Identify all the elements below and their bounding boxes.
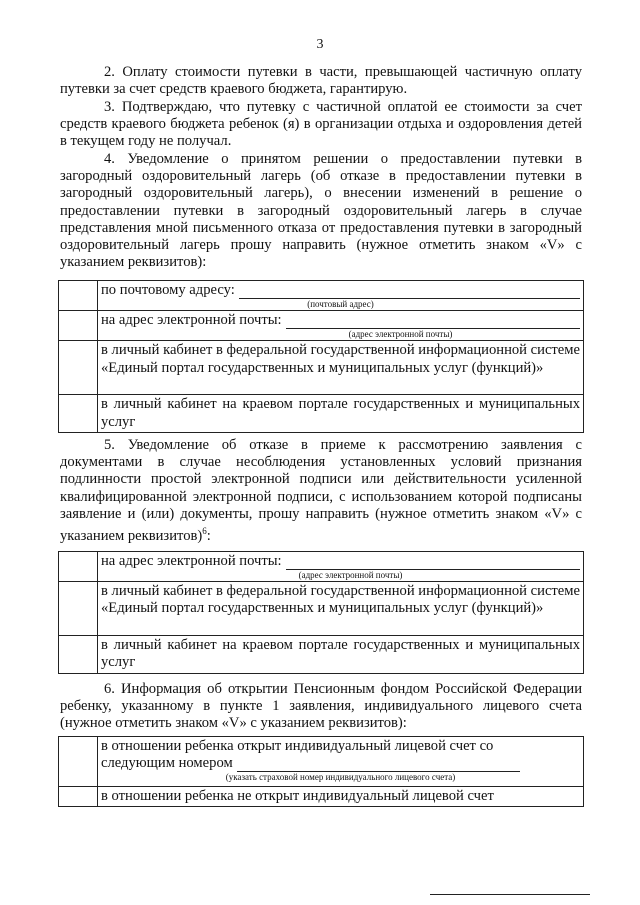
email-field[interactable] [286, 314, 580, 329]
footnote-ref: 6 [202, 526, 207, 537]
email-hint-2: (адрес электронной почты) [298, 570, 403, 581]
paragraph-5-text: 5. Уведомление об отказе в приеме к рассмотрению заявления с документами в случае несоблюдения установленных условий признания подлинности простой электронной подписи или действительности усиленной квалифицированной электронной подписи, с использованием которой подписаны заявление и (или) документы, прошу направить (нужное отметить знаком «V» с указанием реквизитов) [60, 437, 582, 544]
checkbox-cell-account-not-opened[interactable] [59, 787, 98, 807]
notification-options-table [58, 280, 584, 433]
page-number: 3 [316, 37, 324, 52]
checkbox-cell-email-2[interactable] [59, 552, 98, 582]
option-account-opened [98, 737, 584, 787]
option-email-2 [98, 552, 584, 582]
rejection-options-table [58, 551, 584, 674]
option-gosuslugi-2: в личный кабинет в федеральной государственной информационной системе «Единый портал государственных и муниципальных услуг (функций)» [98, 582, 584, 636]
checkbox-cell-gosuslugi[interactable] [59, 341, 98, 395]
postal-address-hint: (почтовый адрес) [307, 299, 374, 310]
paragraph-6: 6. Информация об открытии Пенсионным фондом Российской Федерации ребенку, указанному в пункте 1 заявления, индивидуального лицевого счета (нужное отметить знаком «V» с указанием реквизитов): [60, 681, 582, 732]
footer-divider [430, 894, 590, 895]
paragraph-3: 3. Подтверждаю, что путевку с частичной оплатой ее стоимости за счет средств краевого бюджета ребенок (я) в организации отдыха и оздоровления детей в текущем году не получал. [60, 99, 582, 150]
paragraph-5-end: : [206, 527, 211, 544]
email-field-2[interactable] [286, 555, 580, 570]
checkbox-cell-regional-portal-2[interactable] [59, 636, 98, 673]
checkbox-cell-account-opened[interactable] [59, 737, 98, 787]
option-account-not-opened: в отношении ребенка не открыт индивидуальный лицевой счет [98, 787, 584, 807]
paragraph-2: 2. Оплату стоимости путевки в части, превышающей частичную оплату путевки за счет средств краевого бюджета, гарантирую. [60, 64, 582, 98]
paragraph-5 [60, 437, 582, 545]
checkbox-cell-postal[interactable] [59, 281, 98, 311]
account-number-field[interactable] [237, 757, 520, 772]
account-info-table [58, 736, 584, 807]
checkbox-cell-gosuslugi-2[interactable] [59, 582, 98, 636]
option-gosuslugi: в личный кабинет в федеральной государственной информационной системе «Единый портал государственных и муниципальных услуг (функций)» [98, 341, 584, 395]
account-number-hint: (указать страховой номер индивидуального лицевого счета) [225, 772, 456, 783]
account-number-label: следующим номером [101, 755, 233, 772]
option-regional-portal-2: в личный кабинет на краевом портале государственных и муниципальных услуг [98, 636, 584, 673]
paragraph-4: 4. Уведомление о принятом решении о предоставлении путевки в загородный оздоровительный лагерь (об отказе в предоставлении путевки в загородный оздоровительный лагерь), о внесении изменений в решение о предоставлении путевки в загородный оздоровительный лагерь в случае представления мной письменного отказа от предоставления путевки в загородный оздоровительный лагерь прошу направить (нужное отметить знаком «V» с указанием реквизитов): [60, 151, 582, 271]
postal-address-label: по почтовому адресу: [101, 282, 235, 298]
email-label: на адрес электронной почты: [101, 312, 282, 329]
option-regional-portal: в личный кабинет на краевом портале государственных и муниципальных услуг [98, 395, 584, 432]
checkbox-cell-email[interactable] [59, 311, 98, 341]
checkbox-cell-regional-portal[interactable] [59, 395, 98, 432]
option-postal-address [98, 281, 584, 311]
option-email [98, 311, 584, 341]
account-opened-text: в отношении ребенка открыт индивидуальный лицевой счет со [101, 738, 494, 754]
postal-address-field[interactable] [239, 284, 580, 299]
email-label-2: на адрес электронной почты: [101, 553, 282, 569]
email-hint: (адрес электронной почты) [348, 329, 453, 340]
